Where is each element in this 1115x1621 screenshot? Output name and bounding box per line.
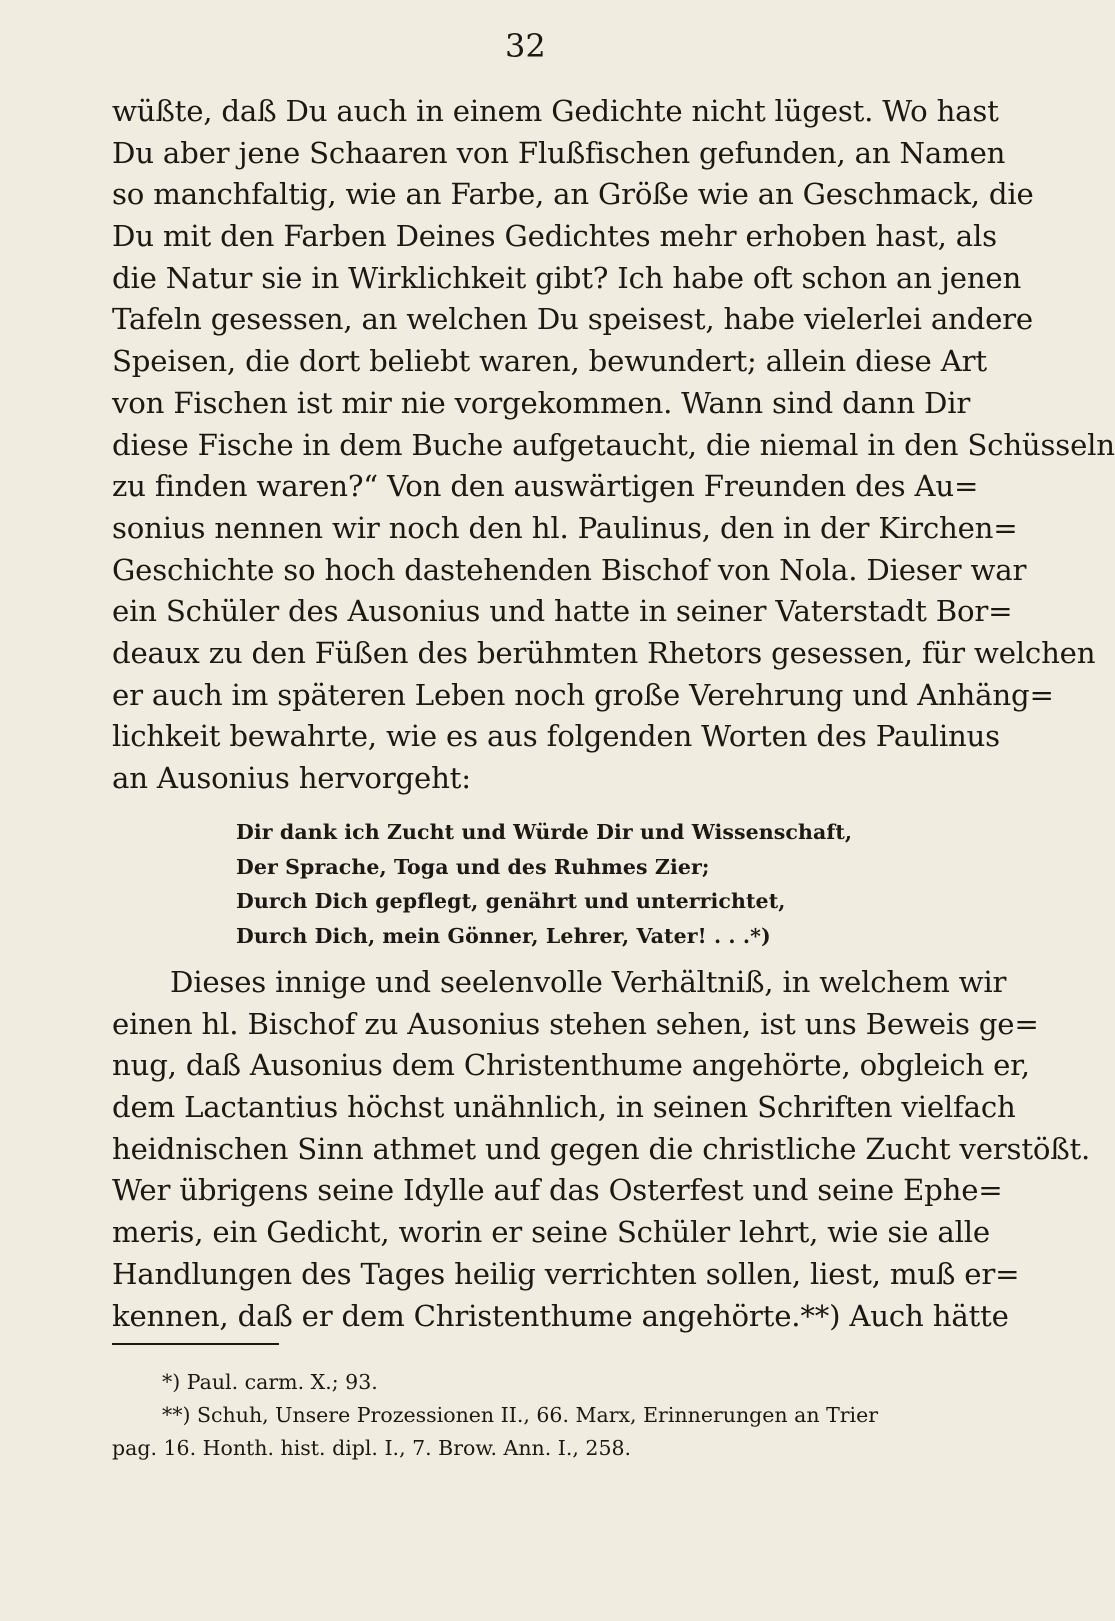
text-line: dem Lactantius höchst unähnlich, in seinen Schriften vielfach (112, 1090, 1016, 1125)
verse-line: Dir dank ich Zucht und Würde Dir und Wissenschaft, (236, 820, 853, 844)
text-line: von Fischen ist mir nie vorgekommen. Wann sind dann Dir (112, 385, 971, 420)
text-line: kennen, daß er dem Christenthume angehörte.**) Auch hätte (112, 1298, 1009, 1333)
text-line: Handlungen des Tages heilig verrichten sollen, liest, muß er= (112, 1256, 1020, 1291)
verse-line: Der Sprache, Toga und des Ruhmes Zier; (236, 854, 710, 879)
footnote-divider (112, 1343, 279, 1345)
text-line: ein Schüler des Ausonius und hatte in seiner Vaterstadt Bor= (112, 594, 1013, 629)
text-line: einen hl. Bischof zu Ausonius stehen sehen, ist uns Beweis ge= (112, 1006, 1039, 1041)
text-line: Dieses innige und seelenvolle Verhältniß, in welchem wir (170, 965, 1007, 999)
footnote-line: *) Paul. carm. X.; 93. (162, 1370, 378, 1394)
text-line: Geschichte so hoch dastehenden Bischof von Nola. Dieser war (112, 552, 1027, 587)
text-line: deaux zu den Füßen des berühmten Rhetors gesessen, für welchen (112, 635, 1096, 670)
text-line: sonius nennen wir noch den hl. Paulinus, den in der Kirchen= (112, 510, 1018, 545)
text-line: zu finden waren?“ Von den auswärtigen Freunden des Au= (112, 469, 979, 504)
text-line: Du mit den Farben Deines Gedichtes mehr erhoben hast, als (112, 219, 997, 254)
text-line: an Ausonius hervorgeht: (112, 761, 471, 795)
text-line: Wer übrigens seine Idylle auf das Osterfest und seine Ephe= (112, 1173, 1003, 1208)
verse-quotation (236, 815, 856, 954)
text-line: wüßte, daß Du auch in einem Gedichte nicht lügest. Wo hast (112, 94, 999, 128)
text-line: nug, daß Ausonius dem Christenthume angehörte, obgleich er, (112, 1048, 1030, 1083)
text-line: meris, ein Gedicht, worin er seine Schüler lehrt, wie sie alle (112, 1215, 990, 1250)
text-line: diese Fische in dem Buche aufgetaucht, die niemal in den Schüsseln (112, 427, 1115, 462)
body-paragraph-1 (112, 91, 1115, 795)
text-line: so manchfaltig, wie an Farbe, an Größe wie an Geschmack, die (112, 177, 1034, 212)
body-paragraph-2 (112, 962, 1091, 1333)
text-line: er auch im späteren Leben noch große Verehrung und Anhäng= (112, 677, 1054, 712)
footnote-line: **) Schuh, Unsere Prozessionen II., 66. Marx, Erinnerungen an Trier (162, 1403, 879, 1427)
verse-line: Durch Dich, mein Gönner, Lehrer, Vater! . . .*) (236, 924, 771, 949)
footnote-1 (112, 1366, 954, 1399)
footnote-line: pag. 16. Honth. hist. dipl. I., 7. Brow. Ann. I., 258. (112, 1435, 632, 1460)
text-line: die Natur sie in Wirklichkeit gibt? Ich habe oft schon an jenen (112, 260, 1022, 295)
verse-line: Durch Dich gepflegt, genährt und unterrichtet, (236, 889, 786, 914)
text-line: heidnischen Sinn athmet und gegen die christliche Zucht verstößt. (112, 1131, 1091, 1166)
text-line: lichkeit bewahrte, wie es aus folgenden Worten des Paulinus (112, 719, 1000, 754)
page-number: 32 (505, 27, 546, 65)
footnote-2 (112, 1399, 954, 1464)
text-line: Du aber jene Schaaren von Flußfischen gefunden, an Namen (112, 135, 1006, 170)
text-line: Speisen, die dort beliebt waren, bewundert; allein diese Art (112, 344, 987, 379)
text-line: Tafeln gesessen, an welchen Du speisest, habe vielerlei andere (112, 302, 1034, 337)
